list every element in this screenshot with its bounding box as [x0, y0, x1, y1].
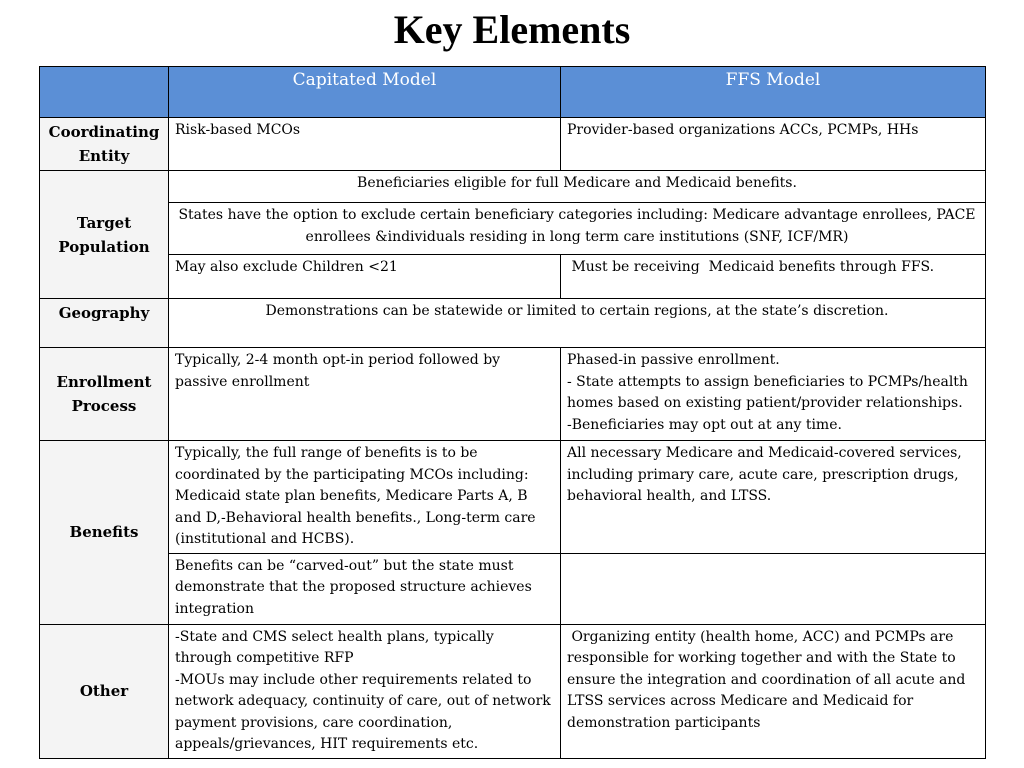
row-benefits-2 — [40, 553, 986, 624]
header-row — [40, 67, 986, 118]
row-other — [40, 624, 986, 758]
row-coordinating-entity — [40, 118, 986, 171]
row-target-population-2 — [40, 203, 986, 255]
key-elements-table — [39, 66, 986, 759]
row-enrollment-process — [40, 348, 986, 441]
page-title: Key Elements — [393, 7, 631, 52]
row-benefits-1 — [40, 441, 986, 554]
row-target-population-3 — [40, 255, 986, 299]
row-target-population-1 — [40, 171, 986, 203]
cell-geography-shared: Demonstrations can be statewide or limited to certain regions, at the state’s discretion. — [169, 299, 986, 348]
header-capitated-model: Capitated Model — [169, 67, 561, 118]
cell-ffs-target: Must be receiving Medicaid benefits through FFS. — [561, 255, 986, 299]
cell-target-shared-2: States have the option to exclude certain beneficiary categories including: Medicare advantage enrollees, PACE enrollees &individuals residing in long term care institutions (SNF, ICF/MR) — [169, 203, 986, 255]
cell-capitated-target: May also exclude Children <21 — [169, 255, 561, 299]
header-ffs-model: FFS Model — [561, 67, 986, 118]
cell-capitated-benefits-2: Benefits can be “carved-out” but the state must demonstrate that the proposed structure achieves integration — [169, 553, 561, 624]
cell-capitated-benefits-1: Typically, the full range of benefits is to be coordinated by the participating MCOs including: Medicaid state plan benefits, Medicare Parts A, B and D,-Behavioral health benefits., Long-term care (institutional and HCBS). — [169, 441, 561, 554]
cell-ffs-enrollment — [561, 348, 986, 441]
ffs-enrollment-line: -Beneficiaries may opt out at any time. — [567, 416, 842, 433]
cell-capitated-other — [169, 624, 561, 758]
cell-ffs-coordinating: Provider-based organizations ACCs, PCMPs, HHs — [561, 118, 986, 171]
row-label-other: Other — [40, 624, 169, 758]
row-label-enrollment-process: Enrollment Process — [40, 348, 169, 441]
row-geography — [40, 299, 986, 348]
ffs-enrollment-line: - State attempts to assign beneficiaries to PCMPs/health homes based on existing patient/provider relationships. — [567, 373, 968, 411]
row-label-benefits: Benefits — [40, 441, 169, 625]
row-label-target-population: Target Population — [40, 171, 169, 299]
row-label-geography: Geography — [40, 299, 169, 348]
cell-ffs-benefits-2 — [561, 553, 986, 624]
cell-target-shared-1: Beneficiaries eligible for full Medicare and Medicaid benefits. — [169, 171, 986, 203]
cell-ffs-benefits-1: All necessary Medicare and Medicaid-covered services, including primary care, acute care, prescription drugs, behavioral health, and LTSS. — [561, 441, 986, 554]
capitated-other-line: -MOUs may include other requirements related to network adequacy, continuity of care, out of network payment provisions, care coordination, appeals/grievances, HIT requirements etc. — [175, 671, 551, 752]
row-label-coordinating-entity: Coordinating Entity — [40, 118, 169, 171]
header-blank-cell — [40, 67, 169, 118]
cell-capitated-enrollment: Typically, 2-4 month opt-in period followed by passive enrollment — [169, 348, 561, 441]
cell-ffs-other: Organizing entity (health home, ACC) and PCMPs are responsible for working together and with the State to ensure the integration and coordination of all acute and LTSS services across Medicare and Medicaid for demonstration participants — [561, 624, 986, 758]
ffs-enrollment-line: Phased-in passive enrollment. — [567, 352, 780, 368]
capitated-other-line: -State and CMS select health plans, typically through competitive RFP — [175, 628, 494, 666]
cell-capitated-coordinating: Risk-based MCOs — [169, 118, 561, 171]
